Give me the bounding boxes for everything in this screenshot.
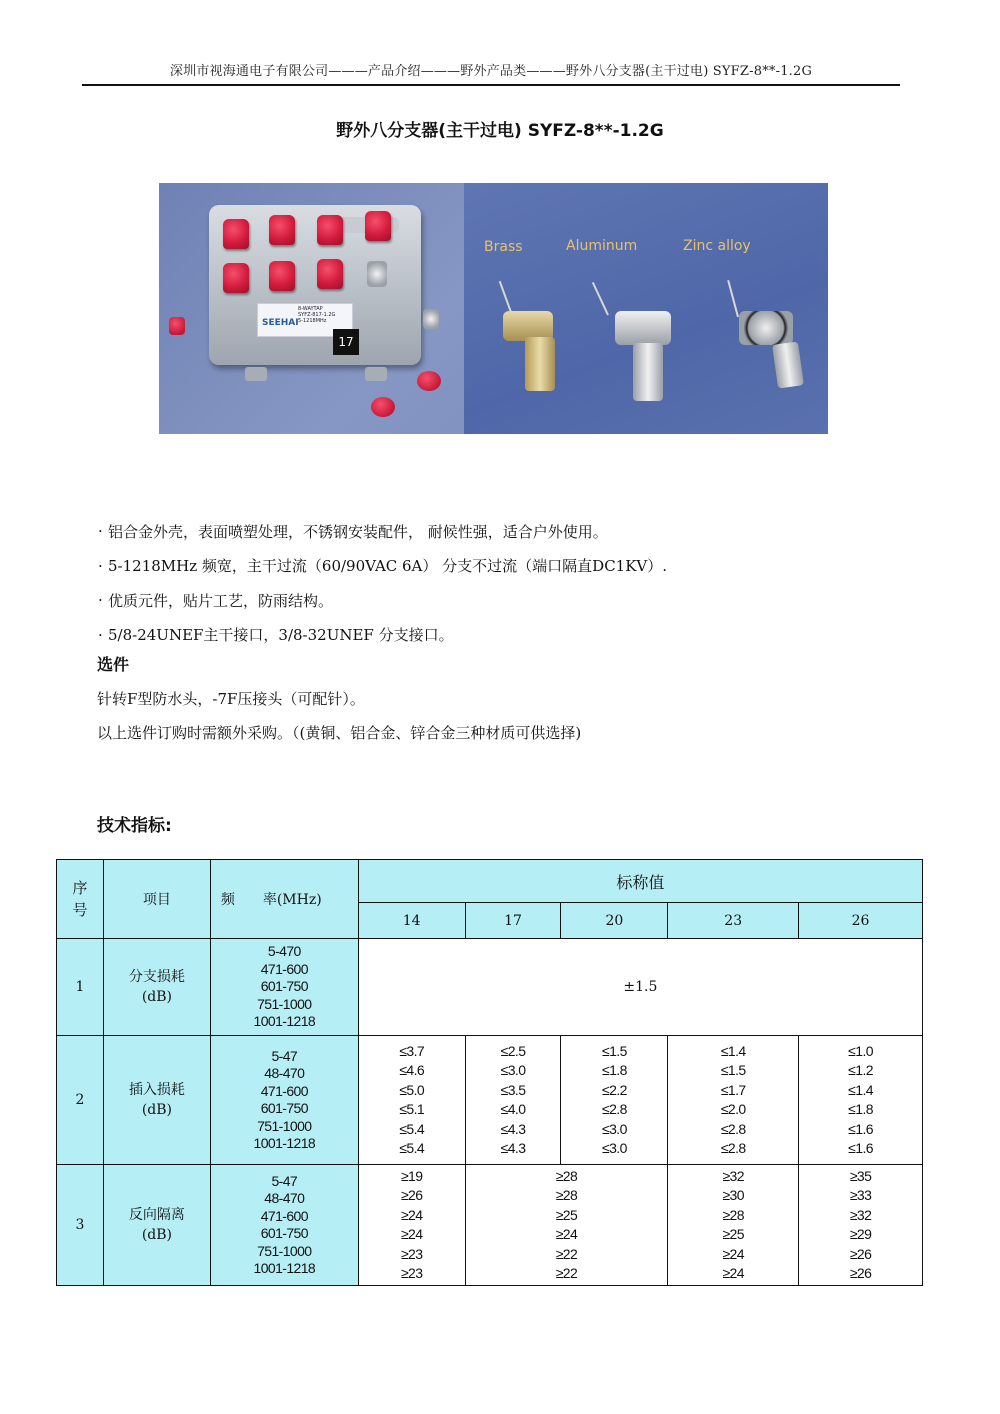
page-title: 野外八分支器(主干过电) SYFZ-8**-1.2G [336,121,664,141]
feature-item: · 铝合金外壳，表面喷塑处理，不锈钢安装配件， 耐候性强，适合户外使用。 [98,522,608,541]
row-seq: 1 [57,939,104,1036]
product-photo [159,183,828,434]
tap-model-line: 5-1218MHz [298,318,327,324]
row-item: 分支损耗 (dB) [103,939,210,1036]
feature-text: 优质元件，贴片工艺，防雨结构。 [108,591,334,610]
tech-spec-heading: 技术指标: [97,816,172,836]
value-14: ≤3.7 ≤4.6 ≤5.0 ≤5.1 ≤5.4 ≤5.4 [358,1036,465,1165]
row-seq: 3 [57,1165,104,1286]
tap-port-cap [223,263,249,293]
feature-text: 铝合金外壳，表面喷塑处理，不锈钢安装配件， 耐候性强，适合户外使用。 [108,522,608,541]
tap-port-cap [223,219,249,249]
material-label-zinc-alloy: Zinc alloy [683,238,751,254]
tap-port-cap [269,215,295,245]
loose-red-cap [371,397,395,417]
header-value-20: 20 [561,903,668,939]
value-23: ≤1.4 ≤1.5 ≤1.7 ≤2.0 ≤2.8 ≤2.8 [668,1036,799,1165]
aluminum-connector-nut [615,311,671,345]
tap-mount-foot [365,367,387,381]
header-value-26: 26 [799,903,923,939]
table-header-row [57,860,923,903]
tap-housing [209,205,421,365]
tap-port-cap [269,261,295,291]
header-value-17: 17 [465,903,561,939]
tap-port-nut [367,261,387,287]
feature-text: 5/8-24UNEF主干接口，3/8-32UNEF 分支接口。 [108,626,454,645]
header-nominal: 标称值 [358,860,922,903]
header-frequency: 频 率(MHz) [210,860,358,939]
table-row [57,1036,923,1165]
value-17: ≤2.5 ≤3.0 ≤3.5 ≤4.0 ≤4.3 ≤4.3 [465,1036,561,1165]
header-value-23: 23 [668,903,799,939]
tap-value-badge: 17 [333,329,359,355]
feature-text: 5-1218MHz 频宽，主干过流（60/90VAC 6A） 分支不过流（端口隔直DC1KV）. [108,557,668,576]
feature-item: · 5-1218MHz 频宽，主干过流（60/90VAC 6A） 分支不过流（端口隔直DC1KV）. [98,556,668,576]
tap-port-cap [317,215,343,245]
tap-brand: SEEHAI [262,318,299,328]
value-20: ≤1.5 ≤1.8 ≤2.2 ≤2.8 ≤3.0 ≤3.0 [561,1036,668,1165]
tap-port-cap [365,211,391,241]
aluminum-connector-body [633,343,663,401]
material-label-aluminum: Aluminum [566,238,638,254]
tap-model-lines [298,306,335,324]
tap-side-port-nut [423,309,439,329]
header-seq: 序号 [57,860,104,939]
brass-connector-body [525,337,555,391]
tap-model-line: SYFZ-817-1.2G [298,312,336,318]
tap-port-cap [317,259,343,289]
table-row [57,1165,923,1286]
row-seq: 2 [57,1036,104,1165]
options-heading: 选件 [97,655,130,674]
feature-item: · 优质元件，贴片工艺，防雨结构。 [98,591,334,610]
running-header: 深圳市视海通电子有限公司———产品介绍———野外产品类———野外八分支器(主干过电) SYFZ-8**-1.2G [169,64,813,79]
material-label-brass: Brass [484,239,523,255]
row-frequency: 5-47 48-470 471-600 601-750 751-1000 1001-1218 [210,1165,358,1286]
row-frequency: 5-47 48-470 471-600 601-750 751-1000 1001-1218 [210,1036,358,1165]
feature-list [98,514,667,652]
row-merged-value: ±1.5 [358,939,922,1036]
zinc-connector-nut [739,311,793,345]
value-26: ≥35 ≥33 ≥32 ≥29 ≥26 ≥26 [799,1165,923,1286]
value-23: ≥32 ≥30 ≥28 ≥25 ≥24 ≥24 [668,1165,799,1286]
tap-mount-foot [245,367,267,381]
value-17-20: ≥28 ≥28 ≥25 ≥24 ≥22 ≥22 [465,1165,668,1286]
table-row [57,939,923,1036]
value-14: ≥19 ≥26 ≥24 ≥24 ≥23 ≥23 [358,1165,465,1286]
row-item: 插入损耗 (dB) [103,1036,210,1165]
options-line-2: 以上选件订购时需额外采购。（(黄铜、铝合金、锌合金三种材质可供选择) [97,724,582,742]
header-rule [82,84,900,86]
tap-side-port-cap [169,317,185,335]
row-item: 反向隔离 (dB) [103,1165,210,1286]
options-line-1: 针转F型防水头，-7F压接头（可配针）。 [97,690,365,708]
row-frequency: 5-470 471-600 601-750 751-1000 1001-1218 [210,939,358,1036]
loose-red-cap [417,371,441,391]
header-item: 项目 [103,860,210,939]
spec-table [56,859,923,1286]
tap-model-line: 8-WAYTAP [298,306,323,312]
header-value-14: 14 [358,903,465,939]
feature-item: · 5/8-24UNEF主干接口，3/8-32UNEF 分支接口。 [98,625,454,645]
value-26: ≤1.0 ≤1.2 ≤1.4 ≤1.8 ≤1.6 ≤1.6 [799,1036,923,1165]
